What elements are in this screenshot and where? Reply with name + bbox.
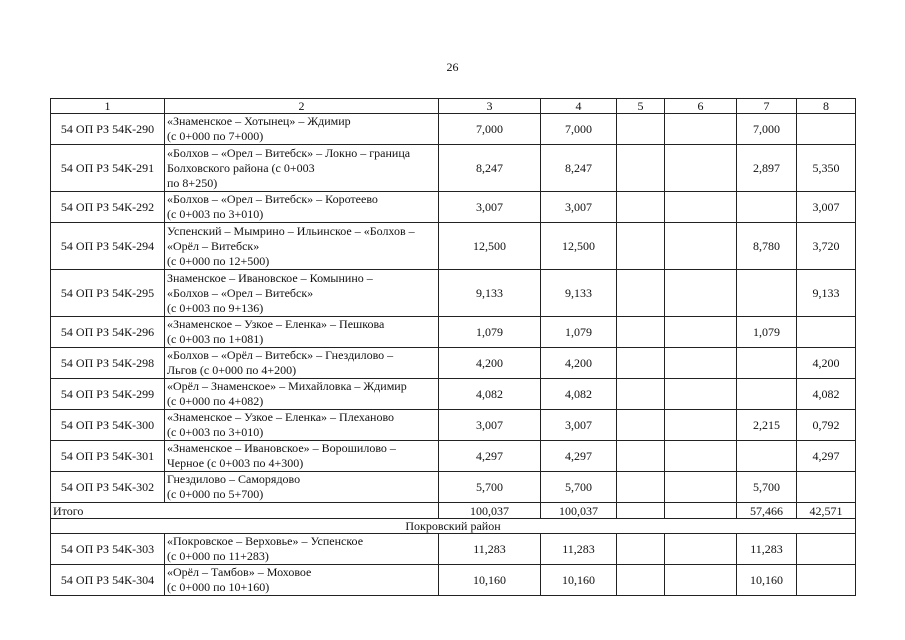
value-c7: 10,160 [737, 565, 797, 596]
column-number: 5 [617, 99, 665, 114]
total-c8: 42,571 [797, 503, 856, 519]
road-name-line: (с 0+003 по 3+010) [167, 207, 264, 221]
value-c8: 4,200 [797, 348, 856, 379]
road-name-line: «Орёл – Тамбов» – Моховое [167, 565, 312, 579]
road-name [165, 223, 439, 270]
road-name-line: по 8+250) [167, 175, 218, 190]
value-c4: 8,247 [541, 145, 617, 192]
table-row [51, 223, 856, 270]
page-number: 26 [446, 60, 459, 74]
table-row [51, 534, 856, 565]
value-c7: 2,897 [737, 145, 797, 192]
column-number: 3 [439, 99, 541, 114]
table-row [51, 565, 856, 596]
value-c5 [617, 223, 665, 270]
value-c6 [665, 472, 737, 503]
value-c8 [797, 114, 856, 145]
value-c5 [617, 534, 665, 565]
road-name-line: «Болхов – «Орел – Витебск» – Локно – граница [167, 145, 411, 160]
value-c5 [617, 441, 665, 472]
value-c5 [617, 114, 665, 145]
road-name [165, 270, 439, 317]
road-code: 54 ОП РЗ 54К-296 [51, 317, 165, 348]
road-name-line: Болховского района (с 0+003 [167, 160, 315, 175]
road-name-line: (с 0+000 по 4+082) [167, 394, 264, 408]
total-c7: 57,466 [737, 503, 797, 519]
road-name-line: «Орёл – Витебск» [167, 238, 260, 253]
value-c4: 5,700 [541, 472, 617, 503]
value-c5 [617, 145, 665, 192]
value-c6 [665, 317, 737, 348]
road-name-line: Черное (с 0+003 по 4+300) [167, 456, 304, 470]
value-c5 [617, 270, 665, 317]
road-name-line: «Покровское – Верховье» – Успенское [167, 534, 364, 548]
value-c5 [617, 317, 665, 348]
value-c6 [665, 410, 737, 441]
table-row [51, 114, 856, 145]
value-c8 [797, 317, 856, 348]
value-c3: 5,700 [439, 472, 541, 503]
value-c3: 12,500 [439, 223, 541, 270]
column-number: 6 [665, 99, 737, 114]
road-name-line: (с 0+000 по 10+160) [167, 580, 270, 594]
column-number: 2 [165, 99, 439, 114]
value-c7: 2,215 [737, 410, 797, 441]
value-c5 [617, 410, 665, 441]
column-number-row [51, 99, 856, 114]
value-c3: 4,082 [439, 379, 541, 410]
value-c7 [737, 192, 797, 223]
value-c7: 11,283 [737, 534, 797, 565]
road-code: 54 ОП РЗ 54К-290 [51, 114, 165, 145]
table-row [51, 348, 856, 379]
road-name-line: «Орёл – Знаменское» – Михайловка – Ждимир [167, 379, 407, 393]
value-c6 [665, 534, 737, 565]
value-c6 [665, 379, 737, 410]
table-row [51, 379, 856, 410]
road-name-line: «Знаменское – Хотынец» – Ждимир [167, 114, 351, 128]
road-code: 54 ОП РЗ 54К-301 [51, 441, 165, 472]
value-c5 [617, 565, 665, 596]
road-code: 54 ОП РЗ 54К-299 [51, 379, 165, 410]
roads-table [50, 98, 856, 596]
value-c5 [617, 192, 665, 223]
value-c3: 3,007 [439, 410, 541, 441]
table-row [51, 441, 856, 472]
road-name-line: «Болхов – «Орел – Витебск» [167, 285, 314, 300]
value-c4: 9,133 [541, 270, 617, 317]
value-c8: 4,082 [797, 379, 856, 410]
road-name [165, 410, 439, 441]
road-name-line: Знаменское – Ивановское – Комынино – [167, 270, 373, 285]
value-c8: 4,297 [797, 441, 856, 472]
section-title: Покровский район [51, 519, 856, 534]
value-c6 [665, 223, 737, 270]
road-name [165, 379, 439, 410]
road-name-line: (с 0+003 по 3+010) [167, 425, 264, 439]
road-code: 54 ОП РЗ 54К-302 [51, 472, 165, 503]
table-row [51, 145, 856, 192]
table-row [51, 410, 856, 441]
road-name [165, 534, 439, 565]
value-c3: 3,007 [439, 192, 541, 223]
value-c8: 9,133 [797, 270, 856, 317]
road-name-line: «Знаменское – Узкое – Еленка» – Плеханово [167, 410, 395, 424]
road-name [165, 114, 439, 145]
value-c4: 1,079 [541, 317, 617, 348]
value-c7 [737, 441, 797, 472]
value-c3: 11,283 [439, 534, 541, 565]
value-c8 [797, 565, 856, 596]
road-name-line: (с 0+003 по 1+081) [167, 332, 264, 346]
column-number: 8 [797, 99, 856, 114]
column-number: 4 [541, 99, 617, 114]
table-row [51, 192, 856, 223]
value-c8 [797, 472, 856, 503]
value-c3: 10,160 [439, 565, 541, 596]
road-name [165, 317, 439, 348]
road-name [165, 192, 439, 223]
road-name [165, 565, 439, 596]
value-c5 [617, 379, 665, 410]
total-c5 [617, 503, 665, 519]
road-name [165, 441, 439, 472]
value-c3: 1,079 [439, 317, 541, 348]
road-code: 54 ОП РЗ 54К-300 [51, 410, 165, 441]
total-c6 [665, 503, 737, 519]
value-c3: 4,200 [439, 348, 541, 379]
value-c6 [665, 114, 737, 145]
column-number: 7 [737, 99, 797, 114]
value-c6 [665, 565, 737, 596]
table-row [51, 317, 856, 348]
value-c7: 1,079 [737, 317, 797, 348]
value-c4: 4,200 [541, 348, 617, 379]
road-code: 54 ОП РЗ 54К-298 [51, 348, 165, 379]
value-c4: 11,283 [541, 534, 617, 565]
value-c7: 8,780 [737, 223, 797, 270]
road-name-line: «Болхов – «Орел – Витебск» – Коротеево [167, 192, 378, 206]
road-name-line: (с 0+000 по 5+700) [167, 487, 264, 501]
road-name-line: «Болхов – «Орёл – Витебск» – Гнездилово – [167, 348, 394, 362]
road-name-line: (с 0+000 по 12+500) [167, 253, 270, 268]
road-name-line: (с 0+000 по 7+000) [167, 129, 264, 143]
value-c5 [617, 472, 665, 503]
value-c4: 4,082 [541, 379, 617, 410]
value-c3: 7,000 [439, 114, 541, 145]
total-c4: 100,037 [541, 503, 617, 519]
value-c3: 4,297 [439, 441, 541, 472]
value-c7: 5,700 [737, 472, 797, 503]
road-code: 54 ОП РЗ 54К-295 [51, 270, 165, 317]
road-name-line: «Знаменское – Узкое – Еленка» – Пешкова [167, 317, 385, 331]
value-c7 [737, 348, 797, 379]
column-number: 1 [51, 99, 165, 114]
road-name-line: Успенский – Мымрино – Ильинское – «Болхов – [167, 223, 415, 238]
value-c7: 7,000 [737, 114, 797, 145]
value-c6 [665, 348, 737, 379]
table-body [51, 99, 856, 596]
road-code: 54 ОП РЗ 54К-292 [51, 192, 165, 223]
value-c7 [737, 270, 797, 317]
value-c6 [665, 441, 737, 472]
value-c6 [665, 192, 737, 223]
road-name-line: (с 0+000 по 11+283) [167, 549, 269, 563]
value-c5 [617, 348, 665, 379]
road-name-line: (с 0+003 по 9+136) [167, 300, 264, 315]
value-c8: 0,792 [797, 410, 856, 441]
road-name [165, 145, 439, 192]
road-code: 54 ОП РЗ 54К-304 [51, 565, 165, 596]
total-row [51, 503, 856, 519]
value-c8: 5,350 [797, 145, 856, 192]
table-row [51, 472, 856, 503]
road-code: 54 ОП РЗ 54К-291 [51, 145, 165, 192]
value-c8: 3,720 [797, 223, 856, 270]
road-code: 54 ОП РЗ 54К-303 [51, 534, 165, 565]
value-c4: 12,500 [541, 223, 617, 270]
value-c6 [665, 270, 737, 317]
value-c4: 3,007 [541, 410, 617, 441]
total-label: Итого [51, 503, 439, 519]
section-row [51, 519, 856, 534]
value-c6 [665, 145, 737, 192]
value-c4: 3,007 [541, 192, 617, 223]
total-c3: 100,037 [439, 503, 541, 519]
table-row [51, 270, 856, 317]
value-c8: 3,007 [797, 192, 856, 223]
value-c4: 7,000 [541, 114, 617, 145]
value-c4: 10,160 [541, 565, 617, 596]
value-c8 [797, 534, 856, 565]
road-name [165, 472, 439, 503]
value-c4: 4,297 [541, 441, 617, 472]
value-c7 [737, 379, 797, 410]
value-c3: 8,247 [439, 145, 541, 192]
road-name-line: Гнездилово – Саморядово [167, 472, 301, 486]
road-name [165, 348, 439, 379]
value-c3: 9,133 [439, 270, 541, 317]
road-name-line: Льгов (с 0+000 по 4+200) [167, 363, 297, 377]
road-name-line: «Знаменское – Ивановское» – Ворошилово – [167, 441, 396, 455]
road-code: 54 ОП РЗ 54К-294 [51, 223, 165, 270]
